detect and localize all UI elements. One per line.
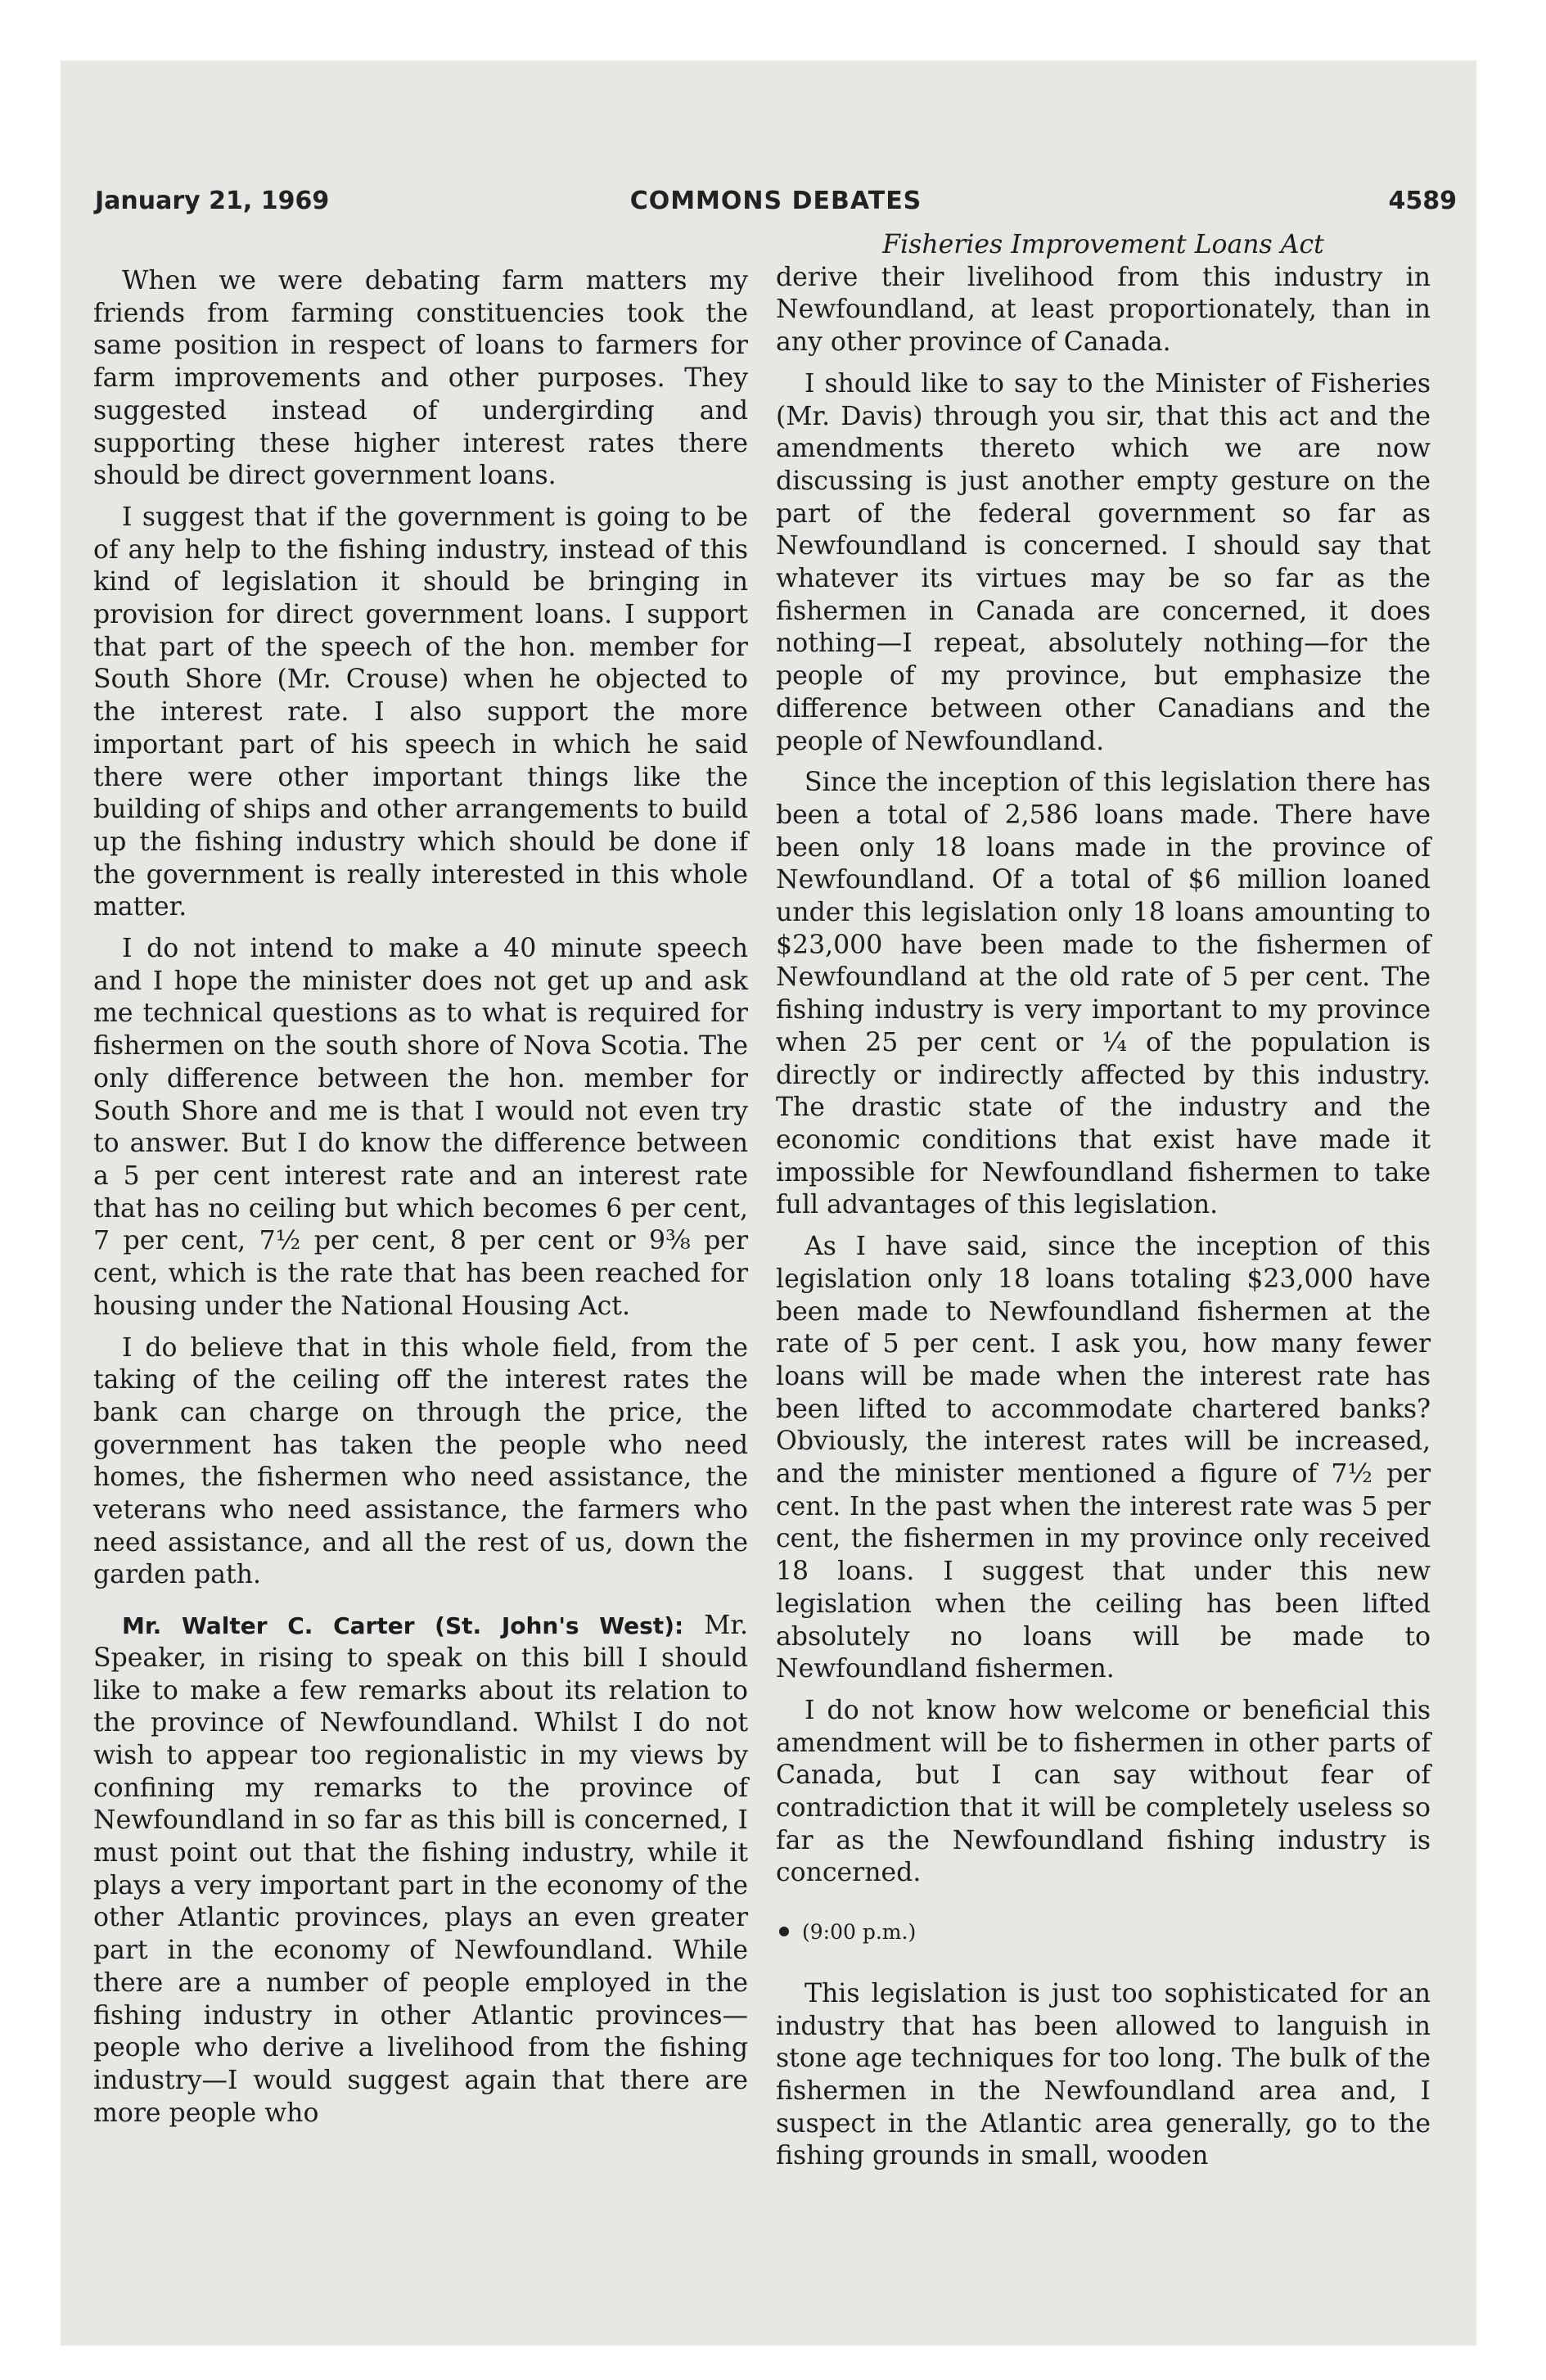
header-date: January 21, 1969 <box>95 187 330 215</box>
paragraph: As I have said, since the inception of this legislation only 18 loans totaling $23,000 have been made to Newfoundland fishermen at the rate of 5 per cent. I ask you, how many fewer loans will be made when the interest rate has been lifted to accommodate chartered banks? Obviously, the interest rates will be increased, and the minister mentioned a figure of 7½ per cent. In the past when the interest rate was 5 per cent, the fishermen in my province only received 18 loans. I suggest that under this new legislation when the ceiling has been lifted absolutely no loans will be made to Newfoundland fishermen. <box>776 1232 1431 1684</box>
paragraph: I suggest that if the government is going to be of any help to the fishing industry, instead of this kind of legislation it should be bringing in provision for direct government loans. I support that part of the speech of the hon. member for South Shore (Mr. Crouse) when he objected to the interest rate. I also support the more important part of his speech in which he said there were other important things like the building of ships and other arrangements to build up the fishing industry which should be done if the government is really interested in this whole matter. <box>93 502 748 922</box>
bullet-icon <box>779 1927 789 1936</box>
speaker-paragraph <box>93 1610 748 2130</box>
right-column <box>776 229 1431 2182</box>
left-column <box>93 265 748 2139</box>
paragraph: I do not know how welcome or beneficial this amendment will be to fishermen in other parts of Canada, but I can say without fear of contradiction that it will be completely useless so far as the Newfoundland fishing industry is concerned. <box>776 1695 1431 1888</box>
time-text: (9:00 p.m.) <box>802 1920 917 1945</box>
page-sheet <box>61 61 1476 2346</box>
paragraph: Since the inception of this legislation there has been a total of 2,586 loans made. There have been only 18 loans made in the province of Newfoundland. Of a total of $6 million loaned under this legislation only 18 loans amounting to $23,000 have been made to the fishermen of Newfoundland at the old rate of 5 per cent. The fishing industry is very important to my province when 25 per cent or ¼ of the population is directly or indirectly affected by this industry. The drastic state of the industry and the economic conditions that exist have made it impossible for Newfoundland fishermen to take full advantages of this legislation. <box>776 768 1431 1220</box>
paragraph: This legislation is just too sophisticated for an industry that has been allowed to languish in stone age techniques for too long. The bulk of the fishermen in the Newfoundland area and, I suspect in the Atlantic area generally, go to the fishing grounds in small, wooden <box>776 1978 1431 2171</box>
paragraph: derive their livelihood from this industry in Newfoundland, at least proportionately, than in any other province of Canada. <box>776 262 1431 358</box>
header-title: COMMONS DEBATES <box>629 187 922 215</box>
time-marker <box>776 1916 1431 1949</box>
paragraph: I do believe that in this whole field, from the taking of the ceiling off the interest rates the bank can charge on through the price, the government has taken the people who need homes, the fishermen who need assistance, the veterans who need assistance, the farmers who need assistance, and all the rest of us, down the garden path. <box>93 1332 748 1590</box>
paragraph: When we were debating farm matters my friends from farming constituencies took the same position in respect of loans to farmers for farm improvements and other purposes. They suggested instead of undergirding and supporting these higher interest rates there should be direct government loans. <box>93 266 748 491</box>
page-number: 4589 <box>1388 187 1457 215</box>
paragraph: I do not intend to make a 40 minute speech and I hope the minister does not get up and ask me technical questions as to what is required for fishermen on the south shore of Nova Scotia. The only difference between the hon. member for South Shore and me is that I would not even try to answer. But I do know the difference between a 5 per cent interest rate and an interest rate that has no ceiling but which becomes 6 per cent, 7 per cent, 7½ per cent, 8 per cent or 9⅜ per cent, which is the rate that has been reached for housing under the National Housing Act. <box>93 934 748 1321</box>
page-header <box>95 187 1457 226</box>
section-heading: Fisheries Improvement Loans Act <box>882 230 1324 259</box>
speech-text: Mr. Speaker, in rising to speak on this bill I should like to make a few remarks about its relation to the province of Newfoundland. Whilst I do not wish to appear too regionalistic in my views by confining my remarks to the province of Newfoundland in so far as this bill is concerned, I must point out that the fishing industry, while it plays a very important part in the economy of the other Atlantic provinces, plays an even greater part in the economy of Newfoundland. While there are a number of people employed in the fishing industry in other Atlantic provinces—people who derive a livelihood from the fishing industry—I would suggest again that there are more people who <box>93 1611 748 2128</box>
speaker-name: Mr. Walter C. Carter (St. John's West): <box>122 1612 684 1640</box>
paragraph: I should like to say to the Minister of Fisheries (Mr. Davis) through you sir, that this act and the amendments thereto which we are now discussing is just another empty gesture on the part of the federal government so far as Newfoundland is concerned. I should say that whatever its virtues may be so far as the fishermen in Canada are concerned, it does nothing—I repeat, absolutely nothing—for the people of my province, but emphasize the difference between other Canadians and the people of Newfoundland. <box>776 368 1431 756</box>
